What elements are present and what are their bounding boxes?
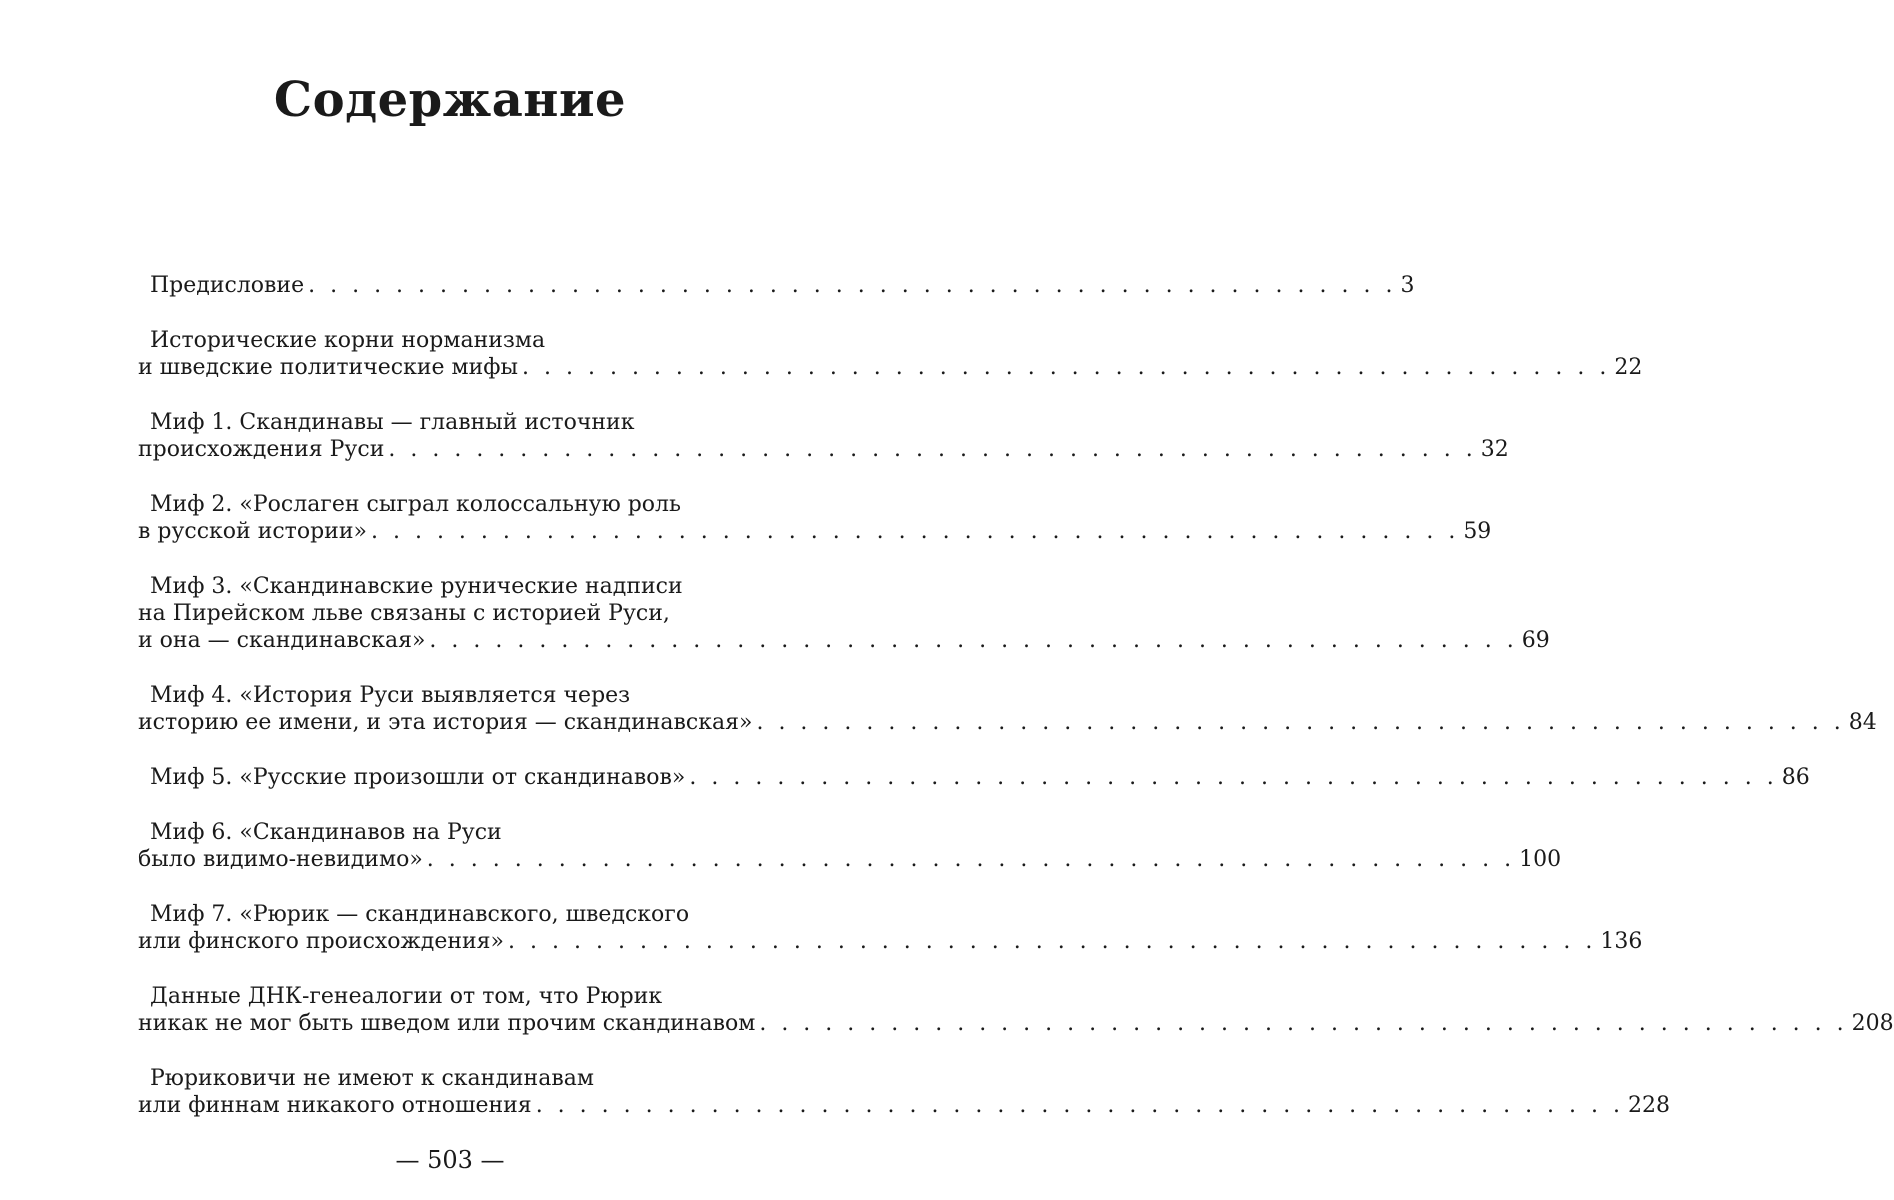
toc-entry-last-line bbox=[138, 272, 1415, 299]
toc-page-number: 100 bbox=[1519, 847, 1562, 872]
toc-entry-title: происхождения Руси bbox=[138, 437, 385, 462]
toc-page-number: 59 bbox=[1463, 519, 1492, 544]
page-number: — 503 — bbox=[395, 1146, 505, 1174]
toc-page-number: 208 bbox=[1851, 1011, 1894, 1036]
toc-entry-line: Миф 7. «Рюрик — скандинавского, шведского bbox=[150, 902, 690, 927]
toc-page-number: 22 bbox=[1614, 355, 1643, 380]
toc-page-number: 3 bbox=[1400, 273, 1415, 298]
toc-entry-last-line bbox=[138, 709, 1877, 736]
toc-entry-last-line bbox=[138, 846, 1562, 873]
toc-entry-last-line bbox=[138, 354, 1643, 381]
toc-page-number: 69 bbox=[1521, 628, 1550, 653]
page-title: Содержание bbox=[273, 72, 627, 129]
toc-entry-last-line bbox=[138, 518, 1492, 545]
toc-entry-title: в русской истории» bbox=[138, 519, 367, 544]
dot-leader: . . . . . . . . . . . . . . . . . . . . . . . . . . . . . . . . . . . . . . . . . . . . . . . . . . bbox=[508, 929, 1597, 954]
toc-page-number: 32 bbox=[1480, 437, 1509, 462]
toc-entry-last-line bbox=[138, 1010, 1894, 1037]
toc-page-number: 84 bbox=[1848, 710, 1877, 735]
toc-entry-last-line bbox=[138, 436, 1509, 463]
toc-entry-title: и она — скандинавская» bbox=[138, 628, 426, 653]
toc-entry[interactable] bbox=[138, 272, 1415, 299]
toc-entry[interactable] bbox=[138, 901, 1643, 955]
toc-entry[interactable] bbox=[138, 409, 1509, 463]
table-of-contents bbox=[138, 272, 1894, 1147]
toc-entry-line: Исторические корни норманизма bbox=[150, 328, 546, 353]
dot-leader: . . . . . . . . . . . . . . . . . . . . . . . . . . . . . . . . . . . . . . . . . . . . . . . . . . bbox=[388, 437, 1477, 462]
toc-entry-title: было видимо-невидимо» bbox=[138, 847, 423, 872]
toc-entry[interactable] bbox=[138, 682, 1877, 736]
toc-entry[interactable] bbox=[138, 1065, 1671, 1119]
toc-entry-title: или финского происхождения» bbox=[138, 929, 505, 954]
toc-entry-line: Миф 1. Скандинавы — главный источник bbox=[150, 410, 635, 435]
dot-leader: . . . . . . . . . . . . . . . . . . . . . . . . . . . . . . . . . . . . . . . . . . . . . . . . . . bbox=[522, 355, 1611, 380]
dot-leader: . . . . . . . . . . . . . . . . . . . . . . . . . . . . . . . . . . . . . . . . . . . . . . . . . . bbox=[535, 1093, 1625, 1118]
toc-entry-last-line bbox=[138, 764, 1810, 791]
toc-entry-line: Миф 2. «Рослаген сыграл колоссальную роль bbox=[150, 492, 681, 517]
toc-entry[interactable] bbox=[138, 983, 1894, 1037]
toc-entry[interactable] bbox=[138, 819, 1562, 873]
toc-entry[interactable] bbox=[138, 491, 1492, 545]
toc-entry[interactable] bbox=[138, 327, 1643, 381]
dot-leader: . . . . . . . . . . . . . . . . . . . . . . . . . . . . . . . . . . . . . . . . . . . . . . . . . . bbox=[689, 765, 1778, 790]
toc-entry-line: Миф 3. «Скандинавские рунические надписи bbox=[150, 574, 683, 599]
toc-entry-title: и шведские политические мифы bbox=[138, 355, 519, 380]
toc-page-number: 86 bbox=[1781, 765, 1810, 790]
toc-entry[interactable] bbox=[138, 764, 1810, 791]
toc-entry-title: никак не мог быть шведом или прочим скандинавом bbox=[138, 1011, 756, 1036]
dot-leader: . . . . . . . . . . . . . . . . . . . . . . . . . . . . . . . . . . . . . . . . . . . . . . . . . . bbox=[429, 628, 1518, 653]
toc-entry-title: Миф 5. «Русские произошли от скандинавов» bbox=[150, 765, 686, 790]
toc-entry-last-line bbox=[138, 627, 1550, 654]
dot-leader: . . . . . . . . . . . . . . . . . . . . . . . . . . . . . . . . . . . . . . . . . . . . . . . . . . bbox=[370, 519, 1460, 544]
toc-entry-last-line bbox=[138, 928, 1643, 955]
toc-entry-title: Предисловие bbox=[150, 273, 305, 298]
toc-page-number: 136 bbox=[1600, 929, 1643, 954]
toc-entry-line: Данные ДНК-генеалогии от том, что Рюрик bbox=[150, 984, 663, 1009]
dot-leader: . . . . . . . . . . . . . . . . . . . . . . . . . . . . . . . . . . . . . . . . . . . . . . . . . . bbox=[308, 273, 1397, 298]
toc-entry-last-line bbox=[138, 1092, 1671, 1119]
toc-entry[interactable] bbox=[138, 573, 1550, 654]
toc-entry-title: историю ее имени, и эта история — скандинавская» bbox=[138, 710, 753, 735]
toc-entry-line: Миф 4. «История Руси выявляется через bbox=[150, 683, 631, 708]
toc-entry-line: Рюриковичи не имеют к скандинавам bbox=[150, 1066, 594, 1091]
dot-leader: . . . . . . . . . . . . . . . . . . . . . . . . . . . . . . . . . . . . . . . . . . . . . . . . . . bbox=[426, 847, 1516, 872]
dot-leader: . . . . . . . . . . . . . . . . . . . . . . . . . . . . . . . . . . . . . . . . . . . . . . . . . . bbox=[756, 710, 1845, 735]
toc-entry-title: или финнам никакого отношения bbox=[138, 1093, 532, 1118]
toc-entry-line: на Пирейском льве связаны с историей Руси, bbox=[138, 601, 670, 626]
dot-leader: . . . . . . . . . . . . . . . . . . . . . . . . . . . . . . . . . . . . . . . . . . . . . . . . . . bbox=[759, 1011, 1848, 1036]
toc-page-number: 228 bbox=[1628, 1093, 1671, 1118]
toc-entry-line: Миф 6. «Скандинавов на Руси bbox=[150, 820, 502, 845]
